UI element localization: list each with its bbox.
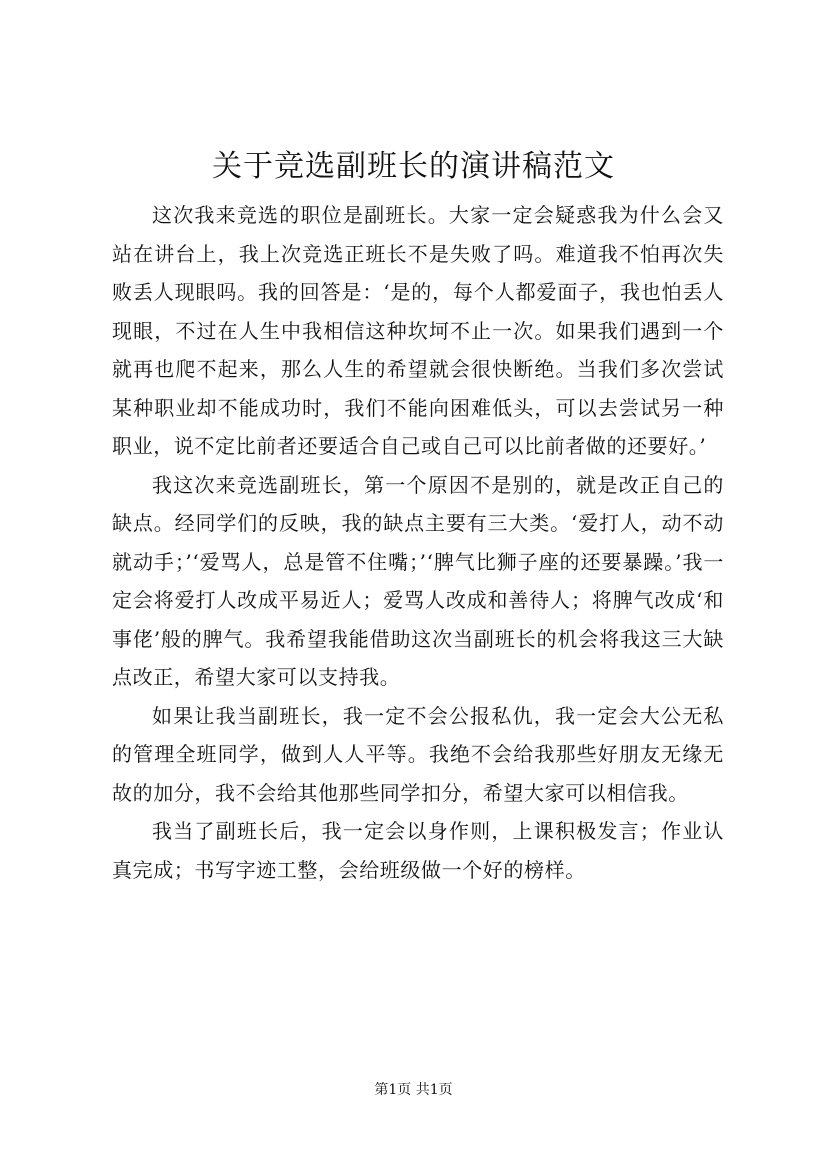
- paragraph-1: 这次我来竞选的职位是副班长。大家一定会疑惑我为什么会又站在讲台上，我上次竞选正班长不是失败了吗。难道我不怕再次失败丢人现眼吗。我的回答是：‘是的，每个人都爱面子，我也怕丢人现眼，不过在人生中我相信这种坎坷不止一次。如果我们遇到一个就再也爬不起来，那么人生的希望就会很快断绝。当我们多次尝试某种职业却不能成功时，我们不能向困难低头，可以去尝试另一种职业，说不定比前者还要适合自己或自己可以比前者做的还要好。’: [112, 203, 724, 458]
- paragraph-2: 我这次来竞选副班长，第一个原因不是别的，就是改正自己的缺点。经同学们的反映，我的缺点主要有三大类。‘爱打人，动不动就动手；’‘爱骂人，总是管不住嘴；’‘脾气比狮子座的还要暴躁。’我一定会将爱打人改成平易近人；爱骂人改成和善待人；将脾气改成‘和事佬’般的脾气。我希望我能借助这次当副班长的机会将我这三大缺点改正，希望大家可以支持我。: [112, 472, 724, 689]
- paragraph-3: 如果让我当副班长，我一定不会公报私仇，我一定会大公无私的管理全班同学，做到人人平等。我绝不会给我那些好朋友无缘无故的加分，我不会给其他那些同学扣分，希望大家可以相信我。: [112, 703, 724, 805]
- paragraph-4: 我当了副班长后，我一定会以身作则，上课积极发言；作业认真完成；书写字迹工整，会给班级做一个好的榜样。: [112, 819, 724, 882]
- page-footer: 第1页 共1页: [374, 1082, 453, 1098]
- document-title: 关于竞选副班长的演讲稿范文: [212, 149, 615, 184]
- document-body: [112, 196, 724, 889]
